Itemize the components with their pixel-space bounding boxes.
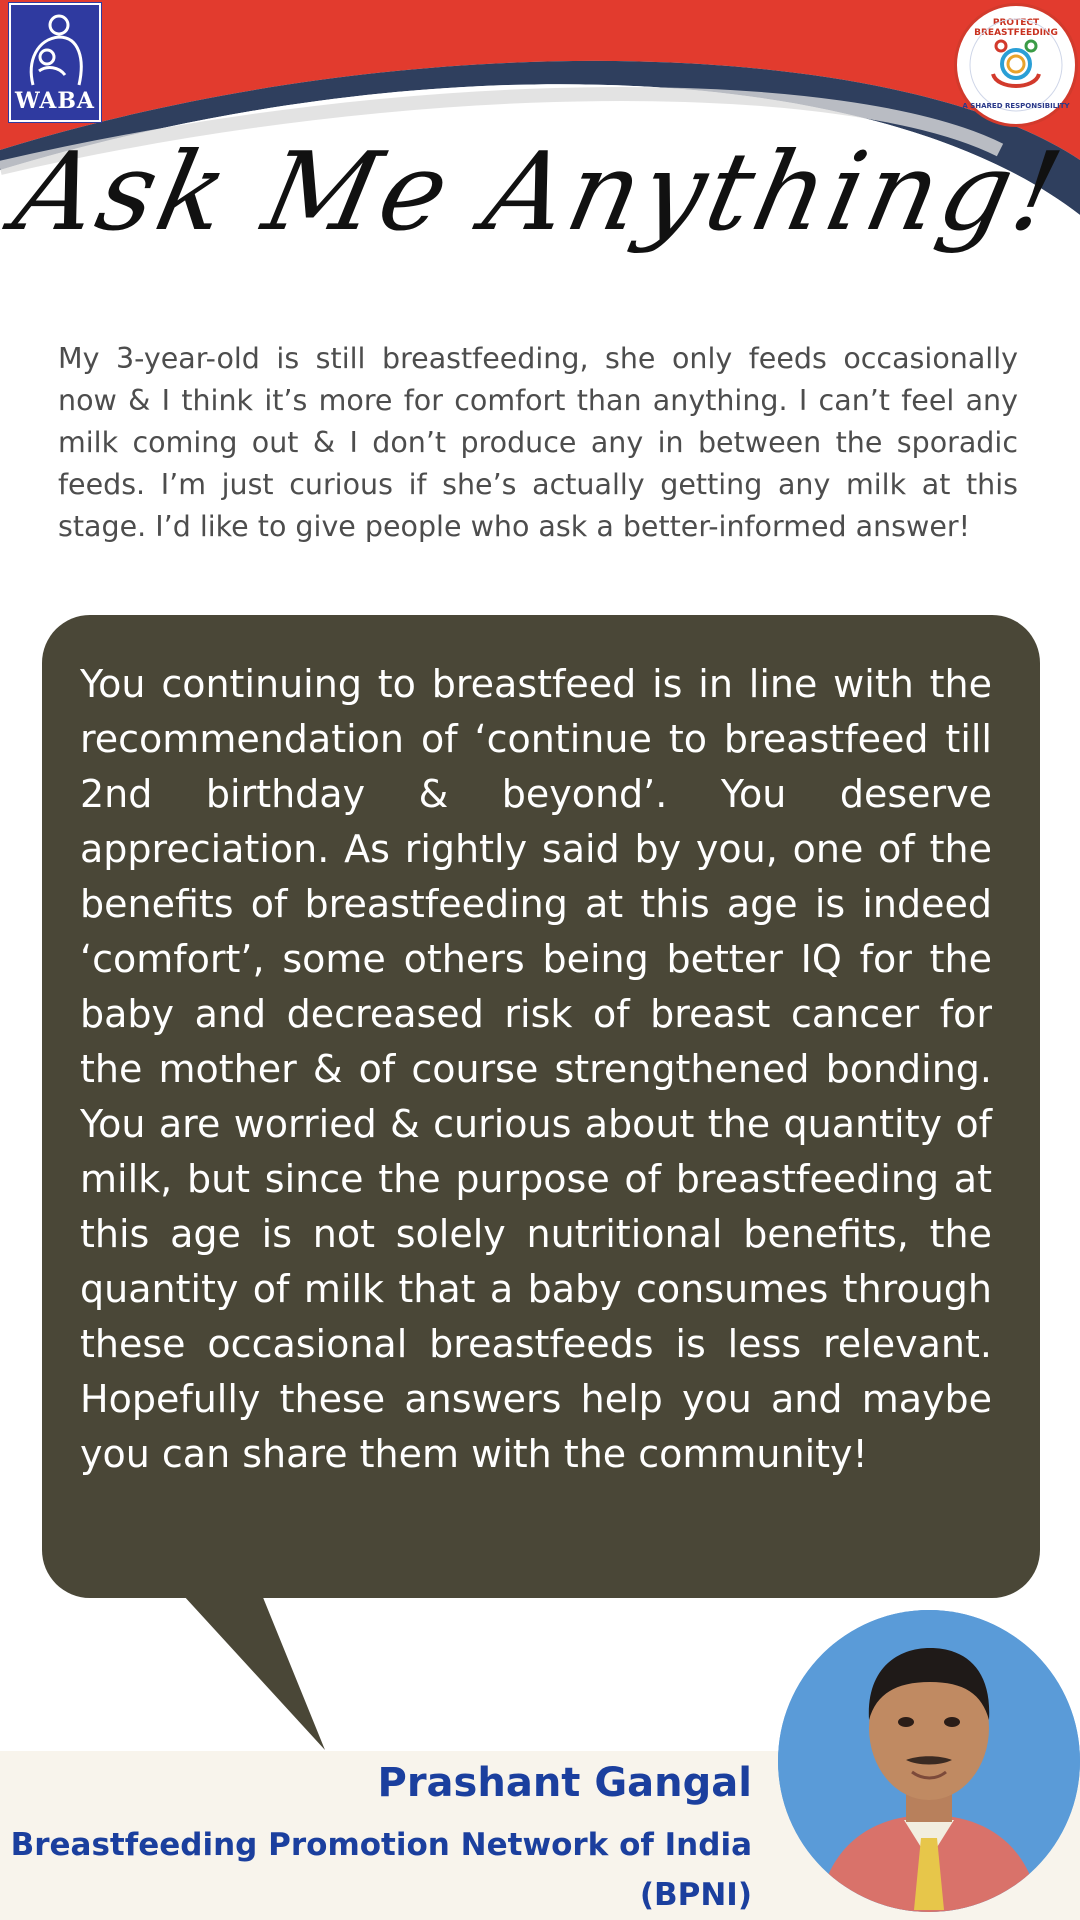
badge-top-text: PROTECT BREASTFEEDING [974, 18, 1058, 38]
mother-child-icon [19, 11, 91, 91]
waba-logo [9, 3, 101, 122]
author-organization: Breastfeeding Promotion Network of India (BPNI) [10, 1827, 752, 1913]
badge-bottom-text: A SHARED RESPONSIBILITY [962, 102, 1070, 110]
person-portrait-icon [778, 1610, 1080, 1912]
answer-text: You continuing to breastfeed is in line with the recommendation of ‘continue to breastfeed till 2nd birthday & beyond’. You deserve appreciation. As rightly said by you, one of the benefits of breastfeeding at this age is indeed ‘comfort’, some others being better IQ for the baby and decreased risk of breast cancer for the mother & of course strengthened bonding. You are worried & curious about the quantity of milk, but since the purpose of breastfeeding at this age is not solely nutritional benefits, the quantity of milk that a baby consumes through these occasional breastfeeds is less relevant. Hopefully these answers help you and maybe you can share them with the community! [80, 662, 992, 1476]
wbw-badge-logo [954, 3, 1078, 127]
question-text: My 3-year-old is still breastfeeding, she only feeds occasionally now & I think it’s more for comfort than anything. I can’t feel any milk coming out & I don’t produce any in between the sporadic feeds. I’m just curious if she’s actually getting any milk at this stage. I’d like to give people who ask a better-informed answer! [58, 342, 1018, 543]
author-avatar [778, 1610, 1080, 1912]
page-title: Ask Me Anything! [4, 130, 1076, 255]
waba-logo-text: WABA [14, 88, 96, 114]
author-name: Prashant Gangal [377, 1760, 752, 1806]
